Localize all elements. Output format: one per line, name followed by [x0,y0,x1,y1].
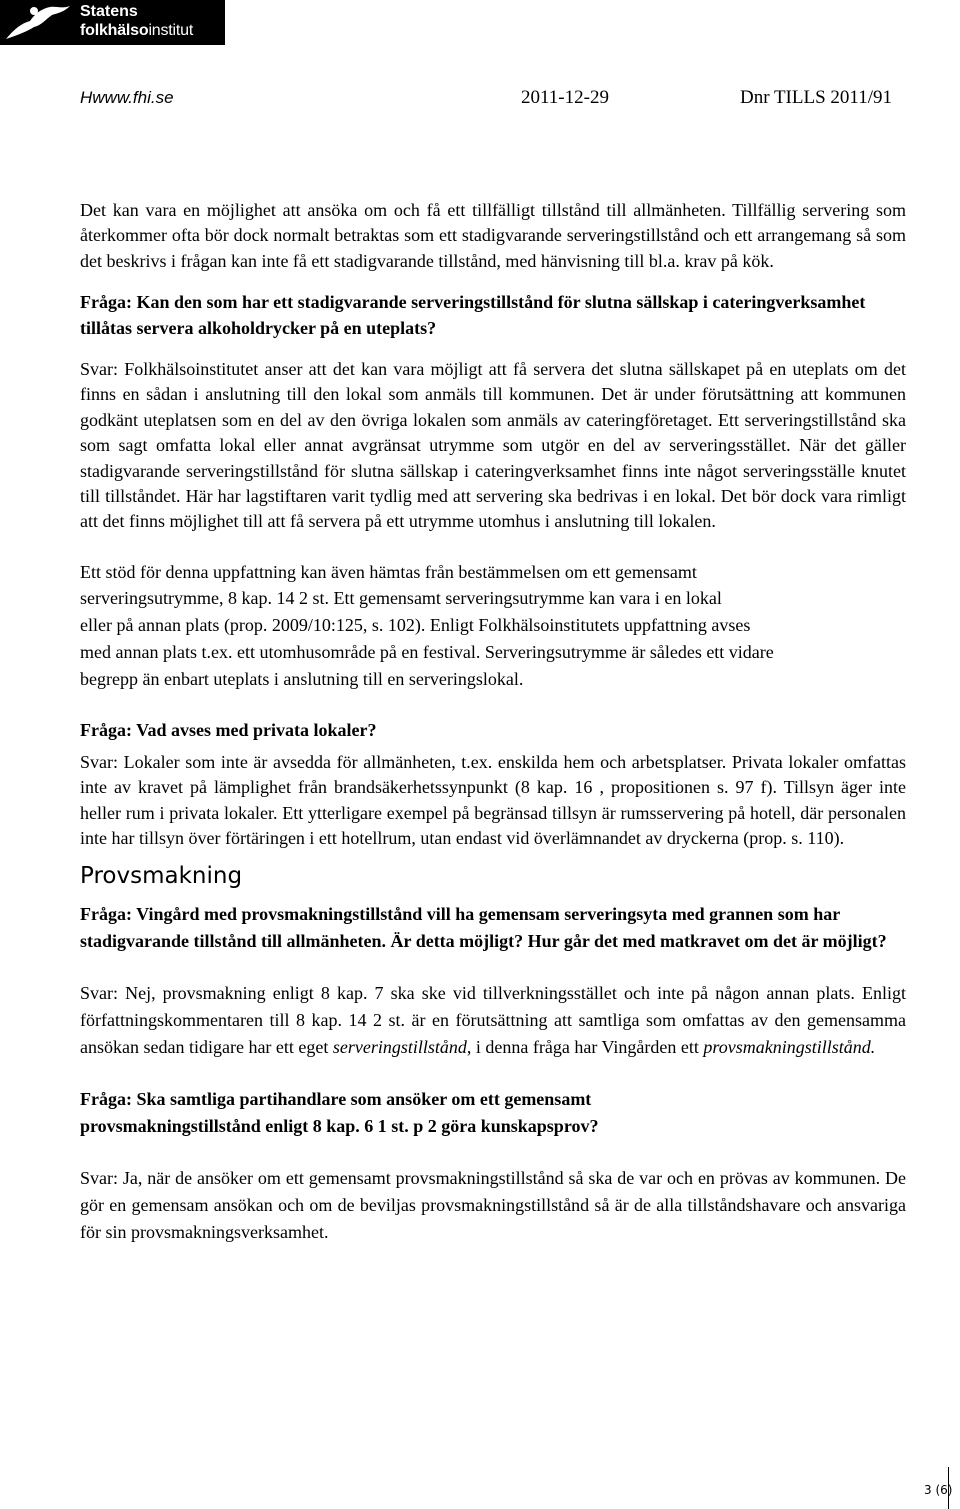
answer-vingard-emphasis-2: provsmakningstillstånd. [703,1037,876,1058]
paragraph-support-line-1: Ett stöd för denna uppfattning kan även hämtas från bestämmelsen om ett gemensamt [80,561,697,582]
question-kunskapsprov-line-1: Fråga: Ska samtliga partihandlare som ansöker om ett gemensamt [80,1089,592,1110]
answer-vingard [80,980,906,1061]
logo-line-2 [80,21,193,41]
leaping-figure-icon [4,3,74,43]
paragraph-support-line-2: serveringsutrymme, 8 kap. 14 2 st. Ett gemensamt serveringsutrymme kan vara i en lokal [80,588,722,609]
section-heading-provsmakning: Provsmakning [80,863,243,890]
question-vingard: Fråga: Vingård med provsmakningstillstånd vill ha gemensam serveringsyta med grannen som har stadigvarande tillstånd till allmänheten. Är detta möjligt? Hur går det med matkravet om det är möjligt? [80,904,887,952]
question-kunskapsprov-line-2: provsmakningstillstånd enligt 8 kap. 6 1 st. p 2 göra kunskapsprov? [80,1116,599,1137]
paragraph-support-line-5: begrepp än enbart uteplats i anslutning till en serveringslokal. [80,669,524,690]
question-privata-lokaler: Fråga: Vad avses med privata lokaler? [80,720,377,741]
paragraph-support-line-3: eller på annan plats (prop. 2009/10:125, s. 102). Enligt Folkhälsoinstitutets uppfattning avses [80,615,751,636]
answer-uteplats: Svar: Folkhälsoinstitutet anser att det kan vara möjligt att få servera det slutna sällskapet på en uteplats om det finns en sådan i anslutning till den lokal som anmäls till kommunen. Det är under förutsättning att kommunen godkänt uteplatsen som en del av den övriga lokalen som anmäls av cateringföretaget. Ett serveringstillstånd ska som sagt omfatta lokal eller annat avgränsat utrymme som utgör en del av serveringsstället. När det gäller stadigvarande serveringstillstånd för slutna sällskap i cateringverksamhet finns inte något serveringsställe knutet till tillståndet. Här har lagstiftaren varit tydlig med att servering ska bedrivas i en lokal. Det bör dock vara rimligt att det finns möjlighet till att få servera på ett utrymme utomhus i anslutning till lokalen. [80,359,906,532]
answer-vingard-text-2: , i denna fråga har Vingården ett [466,1037,704,1058]
logo-line-1: Statens [80,3,138,20]
answer-vingard-emphasis-1: serveringstillstånd [332,1037,467,1058]
answer-kunskapsprov: Svar: Ja, när de ansöker om ett gemensamt provsmakningstillstånd så ska de var och en prövas av kommunen. De gör en gemensam ansökan och om de beviljas provsmakningstillstånd så är de alla tillståndshavare och ansvariga för sin provsmakningsverksamhet. [80,1168,906,1243]
page-number: 3 (6) [924,1483,953,1497]
header-url[interactable]: Hwww.fhi.se [80,88,174,107]
document-body [80,198,906,1246]
answer-vingard-text-1: Svar: Nej, provsmakning enligt 8 kap. 7 ska ske vid tillverkningsstället och inte på någon annan plats. Enligt författningskommentaren till 8 kap. 14 2 st. är en förutsättning att samtliga som omfattas av den gemensamma ansökan sedan tidigare har ett eget [80,983,906,1058]
paragraph-support-line-4: med annan plats t.ex. ett utomhusområde på en festival. Serveringsutrymme är således ett vidare [80,642,774,663]
header-dnr: Dnr TILLS 2011/91 [740,87,892,108]
agency-logo [0,0,225,45]
paragraph-intro: Det kan vara en möjlighet att ansöka om och få ett tillfälligt tillstånd till allmänheten. Tillfällig servering som återkommer ofta bör dock normalt betraktas som ett stadigvarande serveringstillstånd och ett arrangemang så som det beskrivs i frågan kan inte få ett stadigvarande tillstånd, med hänvisning till bl.a. krav på kök. [80,200,906,271]
answer-privata-lokaler: Svar: Lokaler som inte är avsedda för allmänheten, t.ex. enskilda hem och arbetsplatser. Privata lokaler omfattas inte av kravet på lämplighet från brandsäkerhetssynpunkt (8 kap. 16 , propositionen s. 97 f). Tillsyn äger inte heller rum i privata lokaler. Ett ytterligare exempel på begränsad tillsyn är rumsservering på hotell, där personalen inte har tillsyn över förtäringen i ett hotellrum, utan endast vid överlämnandet av dryckerna (prop. s. 110). [80,751,906,848]
header-date: 2011-12-29 [521,87,609,108]
logo-line-2-rest: institut [148,22,194,39]
question-uteplats: Fråga: Kan den som har ett stadigvarande serveringstillstånd för slutna sällskap i cateringverksamhet tillåtas servera alkoholdrycker på en uteplats? [80,292,866,338]
logo-line-2-bold: folkhälso [80,22,149,39]
